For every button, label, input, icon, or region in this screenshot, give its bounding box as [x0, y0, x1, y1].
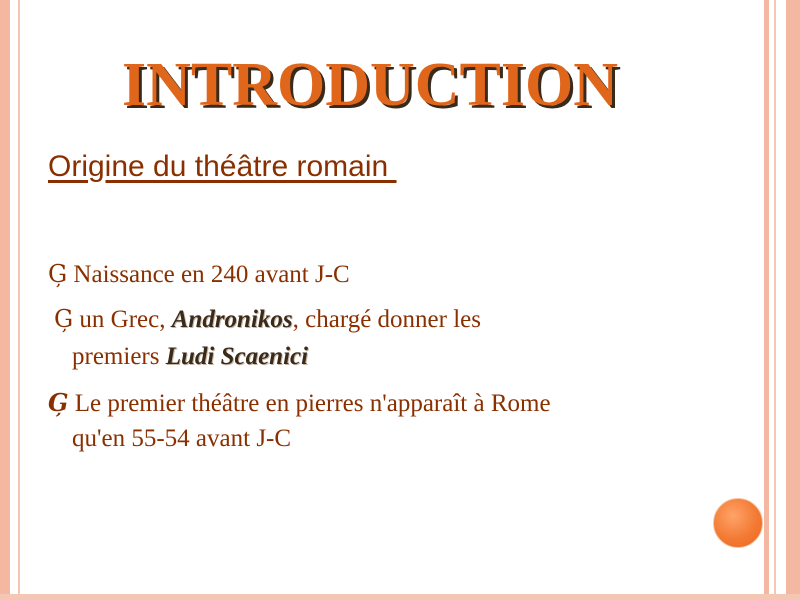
slide-title: INTRODUCTION — [121, 51, 619, 119]
bullet-marker: Ģ — [48, 388, 69, 417]
bullet-2-line-2 — [72, 343, 308, 371]
bullet-3-text: Le premier théâtre en pierres n'apparaît à Rome — [74, 390, 551, 417]
bullet-2-emphasis: Andronikos — [171, 306, 293, 333]
bullet-1 — [48, 260, 350, 289]
bullet-3-line2: qu'en 55-54 avant J-C — [72, 425, 292, 452]
bullet-marker: Ģ — [54, 305, 74, 333]
bullet-2 — [54, 305, 481, 334]
bullet-2-text-after: , chargé donner les — [292, 306, 481, 333]
slide-subtitle: Origine du théâtre romain — [48, 150, 397, 183]
bullet-2-line2-before: premiers — [72, 343, 166, 370]
bullet-3 — [48, 388, 551, 418]
bullet-marker: Ģ — [48, 260, 68, 288]
bullet-2-line2-emphasis: Ludi Scaenici — [165, 343, 309, 370]
bullet-1-text: Naissance en 240 avant J-C — [73, 261, 350, 288]
bullet-3-line-2 — [72, 425, 291, 453]
bullet-2-text-before: un Grec, — [79, 306, 172, 333]
